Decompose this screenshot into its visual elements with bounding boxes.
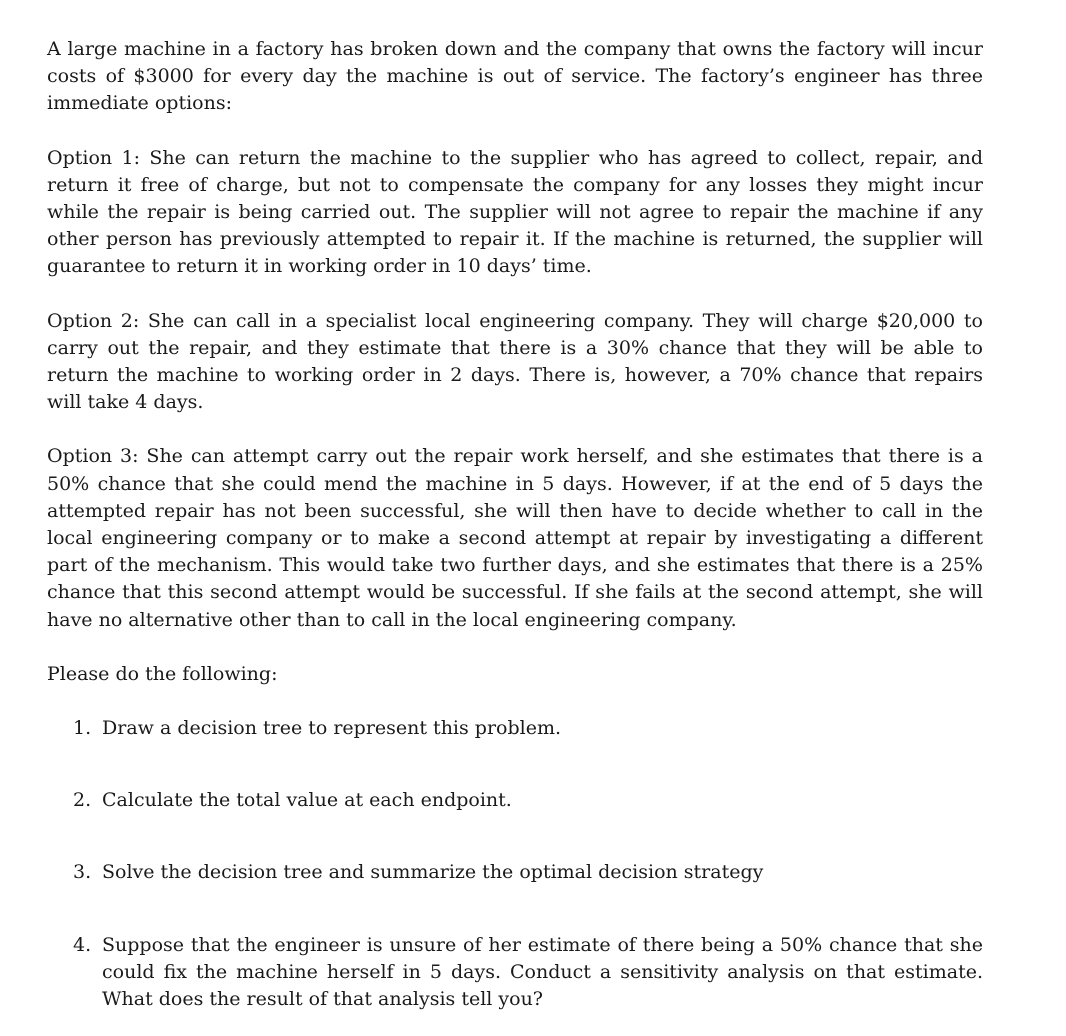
task-text: Solve the decision tree and summarize the optimal decision strategy (102, 861, 764, 884)
task-text: Draw a decision tree to represent this problem. (102, 717, 562, 740)
option-2-paragraph: Option 2: She can call in a specialist local engineering company. They will charge $20,000 to carry out the repair, and they estimate that there is a 30% chance that they will be able to return the machine to working order in 2 days. There is, however, a 70% chance that repairs will take 4 days. (47, 309, 983, 414)
intro-paragraph: A large machine in a factory has broken down and the company that owns the factory will incur costs of $3000 for every day the machine is out of service. The factory’s engineer has three immediate options: (47, 38, 983, 115)
task-item (47, 715, 983, 742)
problem-statement (47, 36, 983, 1013)
instructions-prompt: Please do the following: (47, 662, 278, 685)
task-text: Calculate the total value at each endpoint. (102, 789, 512, 812)
task-item (47, 787, 983, 814)
task-number: 4. (73, 933, 92, 956)
task-item (47, 932, 983, 1014)
task-number: 3. (73, 861, 92, 884)
task-number: 2. (73, 789, 92, 812)
task-number: 1. (73, 717, 92, 740)
option-3-paragraph: Option 3: She can attempt carry out the repair work herself, and she estimates that there is a 50% chance that she could mend the machine in 5 days. However, if at the end of 5 days the attempted repair has not been successful, she will then have to decide whether to call in the local engineering company or to make a second attempt at repair by investigating a different part of the mechanism. This would take two further days, and she estimates that there is a 25% chance that this second attempt would be successful. If she fails at the second attempt, she will have no alternative other than to call in the local engineering company. (47, 445, 983, 631)
task-item (47, 859, 983, 886)
task-list (47, 715, 983, 1013)
task-text: Suppose that the engineer is unsure of her estimate of there being a 50% chance that she could fix the machine herself in 5 days. Conduct a sensitivity analysis on that estimate. What does the result of that analysis tell you? (102, 933, 983, 1011)
option-1-paragraph: Option 1: She can return the machine to the supplier who has agreed to collect, repair, and return it free of charge, but not to compensate the company for any losses they might incur while the repair is being carried out. The supplier will not agree to repair the machine if any other person has previously attempted to repair it. If the machine is returned, the supplier will guarantee to return it in working order in 10 days’ time. (47, 146, 983, 278)
